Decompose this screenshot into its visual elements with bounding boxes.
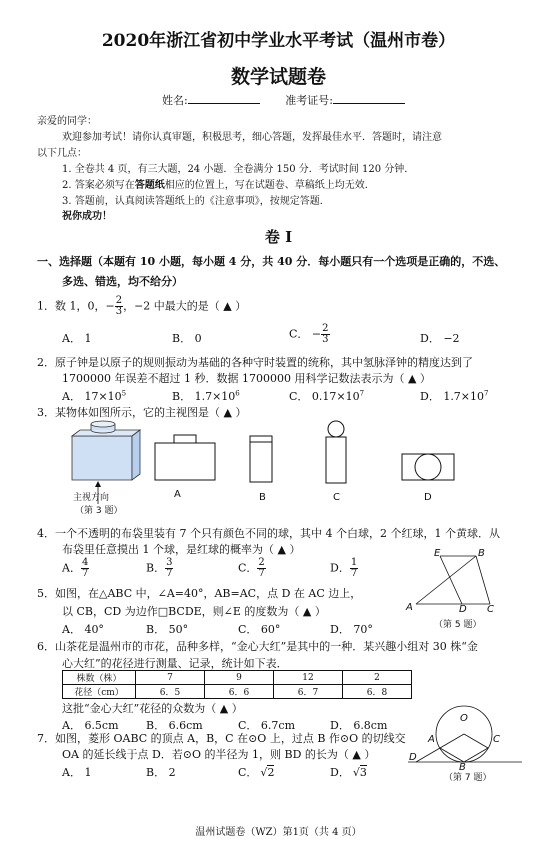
q1-option-a[interactable]: A． 1 <box>62 332 92 345</box>
intro-line-1: 欢迎参加考试！请你认真审题，积极思考，细心答题，发挥最佳水平．答题时，请注意 <box>62 132 442 143</box>
q7-line-2: OA 的延长线于点 D．若⊙O 的半径为 1，则 BD 的长为（ ▲ ） <box>62 748 376 761</box>
q4-d-frac <box>350 558 358 579</box>
q1-option-c-fraction <box>321 324 329 345</box>
q1-text-b: ，−2 中最大的是（ ▲ ） <box>123 299 247 313</box>
rule-3: 3. 答题前，认真阅读答题纸上的《注意事项》，按规定答题． <box>62 196 330 207</box>
q4-c-num: 2 <box>258 557 265 568</box>
q5-segment-bc <box>476 556 490 604</box>
q6-line-3: 这批“金心大红”花径的众数为（ ▲ ） <box>62 702 243 715</box>
table-cell: 株数（株） <box>63 671 136 685</box>
q5-option-d[interactable]: D． 70° <box>330 623 373 636</box>
q5-line-2: 以 CB，CD 为边作□BCDE，则∠E 的度数为（ ▲ ） <box>62 605 326 618</box>
q2-line-2: 1700000 年误差不超过 1 秒．数据 1700000 用科学记数法表示为（ ▲ ） <box>62 372 431 385</box>
q6-option-d[interactable]: D． 6.8cm <box>330 719 388 732</box>
q4-option-b[interactable] <box>146 558 173 579</box>
rule-2-answer-sheet: 答题纸 <box>134 180 165 191</box>
table-row <box>63 671 412 685</box>
q6-data-table <box>62 670 412 699</box>
q3-solid-object <box>72 421 140 480</box>
part1-instructions-1: 一、选择题（本题有 10 小题，每小题 4 分，共 40 分．每小题只有一个选项是正确的，不选、 <box>37 255 506 268</box>
q7-point-d: D <box>409 752 417 763</box>
q5-point-d: D <box>459 604 467 615</box>
q1-option-c-label: C． − <box>289 327 322 341</box>
q5-line-1: 5．如图，在△ABC 中，∠A=40°，AB=AC，点 D 在 AC 边上， <box>37 587 362 600</box>
q1-c-num: 2 <box>322 323 329 334</box>
q5-point-b: B <box>478 548 485 559</box>
q7-option-a[interactable]: A． 1 <box>62 766 92 779</box>
q7-point-b: B <box>459 762 466 773</box>
q4-line-1: 4．一个不透明的布袋里装有 7 个只有颜色不同的球，其中 4 个白球，2 个红球，1 个黄球．从 <box>37 527 500 540</box>
q4-b-frac <box>165 558 173 579</box>
q2-option-c[interactable] <box>289 388 364 404</box>
q4-option-c[interactable] <box>238 558 266 579</box>
id-label: 准考证号: <box>285 94 333 107</box>
q7-d-sqrt: √3 <box>352 766 367 779</box>
q5-point-a: A <box>406 602 413 613</box>
table-row <box>63 685 412 699</box>
paper-subtitle: 数学试题卷 <box>230 66 326 88</box>
table-cell: 7 <box>136 671 205 685</box>
q3-view-arrowhead <box>95 481 101 487</box>
q2-option-a[interactable] <box>62 388 126 404</box>
q1-frac-num: 2 <box>115 295 123 306</box>
q4-d-label: D． <box>330 561 350 575</box>
q3-view-direction: 主视方向 <box>73 493 110 503</box>
table-cell: 6．6 <box>205 685 274 699</box>
q2-c-exp: 7 <box>359 389 365 398</box>
q2-d-exp: 7 <box>484 389 489 398</box>
q2-b-text: B． 1.7×10 <box>172 390 236 403</box>
name-label: 姓名: <box>162 94 188 107</box>
rule-2-a: 2. 答案必须写在 <box>62 180 135 191</box>
q1-text-a: 1．数 1，0， <box>37 299 106 313</box>
q2-d-text: D． 1.7×10 <box>420 390 485 403</box>
q7-segment-oa <box>440 734 464 748</box>
q7-segment-ab <box>440 748 464 762</box>
page-footer: 温州试题卷（WZ）第1页（共 4 页） <box>195 827 362 838</box>
q6-line-2: 心大红”的花径进行测量、记录，统计如下表． <box>62 657 288 670</box>
q5-option-c[interactable]: C． 60° <box>238 623 281 636</box>
q3-option-b[interactable]: B <box>259 492 266 503</box>
q7-point-o: O <box>460 713 468 724</box>
q7-c-label: C． <box>238 766 258 779</box>
q7-option-c[interactable] <box>238 764 274 780</box>
q4-c-frac <box>257 558 265 579</box>
q4-line-2: 布袋里任意摸出 1 个球，是红球的概率为（ ▲ ） <box>62 543 301 556</box>
table-cell: 花径（cm） <box>63 685 136 699</box>
q7-segment-oc <box>464 734 488 748</box>
q6-option-c[interactable]: C． 6.7cm <box>238 719 295 732</box>
table-cell: 6．7 <box>274 685 343 699</box>
table-cell: 12 <box>274 671 343 685</box>
q4-b-den: 7 <box>166 568 173 579</box>
candidate-info <box>162 92 405 108</box>
q7-option-d[interactable] <box>330 764 367 780</box>
rule-1: 1. 全卷共 4 页，有三大题，24 小题．全卷满分 150 分．考试时间 120 分钟． <box>62 164 415 175</box>
q3-figure-label: （第 3 题） <box>75 506 123 516</box>
q2-line-1: 2．原子钟是以原子的规则振动为基础的各种守时装置的统称，其中氢脉泽钟的精度达到了 <box>37 356 473 369</box>
q4-b-label: B． <box>146 561 166 575</box>
q4-d-den: 7 <box>350 568 358 579</box>
q7-line-1: 7．如图，菱形 OABC 的顶点 A，B，C 在⊙O 上，过点 B 作⊙O 的切线交 <box>37 732 406 745</box>
table-cell: 9 <box>205 671 274 685</box>
q5-point-c: C <box>487 604 494 615</box>
q4-b-num: 3 <box>166 557 173 568</box>
q7-point-c: C <box>493 734 500 745</box>
q3-option-c[interactable]: C <box>333 492 340 503</box>
q3-option-d[interactable]: D <box>424 492 432 503</box>
q6-line-1: 6．山茶花是温州市的市花，品种多样，“金心大红”是其中的一种．某兴趣小组对 30 株“金 <box>37 640 478 653</box>
name-blank[interactable] <box>188 93 260 104</box>
q2-c-text: C． 0.17×10 <box>289 390 360 403</box>
q7-c-radicand: 2 <box>267 766 275 779</box>
q7-segment-ad <box>416 748 440 762</box>
q4-c-label: C． <box>238 561 258 575</box>
q7-option-b[interactable]: B． 2 <box>146 766 176 779</box>
q5-option-b[interactable]: B． 50° <box>146 623 189 636</box>
q5-figure-label: （第 5 题） <box>434 620 482 630</box>
part1-instructions-2: 多选、错选，均不给分） <box>62 275 183 288</box>
q3-view-b <box>250 436 272 482</box>
q7-segment-cb <box>464 748 488 762</box>
q1-option-c[interactable] <box>289 324 330 345</box>
q2-b-exp: 6 <box>235 389 240 398</box>
q6-option-a[interactable]: A． 6.5cm <box>62 719 119 732</box>
q5-segment-ed <box>440 556 462 604</box>
q1-fraction <box>115 296 123 317</box>
q4-a-num: 4 <box>81 557 89 568</box>
q1-option-b[interactable]: B． 0 <box>172 332 202 345</box>
wish: 祝你成功！ <box>62 211 112 222</box>
q1-option-d[interactable]: D． −2 <box>420 332 460 345</box>
q1-stem <box>37 296 246 317</box>
q3-stem: 3．某物体如图所示，它的主视图是（ ▲ ） <box>37 406 247 419</box>
q7-c-sqrt: √2 <box>260 766 275 779</box>
q4-d-num: 1 <box>350 557 358 568</box>
q4-a-label: A． <box>62 561 81 575</box>
section-title: 卷 I <box>264 228 293 246</box>
q2-option-d[interactable] <box>420 388 489 404</box>
q1-neg: − <box>105 299 115 313</box>
table-cell: 2 <box>343 671 412 685</box>
table-cell: 6．5 <box>136 685 205 699</box>
q5-segment-ab <box>416 556 476 604</box>
q6-option-b[interactable]: B． 6.6cm <box>146 719 203 732</box>
q3-view-d <box>402 454 454 480</box>
q7-figure-label: （第 7 题） <box>444 773 492 783</box>
q7-point-a: A <box>428 734 435 745</box>
q4-a-frac <box>81 558 89 579</box>
q4-a-den: 7 <box>81 568 89 579</box>
q2-a-exp: 5 <box>121 389 127 398</box>
q3-view-c <box>326 421 346 483</box>
exam-title: 2020年浙江省初中学业水平考试（温州市卷） <box>101 31 456 51</box>
q4-option-a[interactable] <box>62 558 89 579</box>
q7-d-label: D． <box>330 766 350 779</box>
q1-frac-den: 3 <box>115 306 123 317</box>
id-blank[interactable] <box>333 93 405 104</box>
table-cell: 6．8 <box>343 685 412 699</box>
q4-c-den: 7 <box>258 568 265 579</box>
q2-a-text: A． 17×10 <box>62 390 122 403</box>
q7-d-radicand: 3 <box>359 766 367 779</box>
rule-2-c: 相应的位置上，写在试题卷、草稿纸上均无效． <box>164 180 375 191</box>
q4-option-d[interactable] <box>330 558 358 579</box>
q2-option-b[interactable] <box>172 388 240 404</box>
greeting: 亲爱的同学： <box>37 116 97 127</box>
q5-option-a[interactable]: A． 40° <box>62 623 104 636</box>
rule-2 <box>62 176 375 191</box>
q3-option-a[interactable]: A <box>174 489 181 500</box>
intro-line-2: 以下几点： <box>37 148 87 159</box>
q5-point-e: E <box>434 548 441 559</box>
q3-view-a <box>155 435 215 480</box>
q1-c-den: 3 <box>322 334 329 345</box>
